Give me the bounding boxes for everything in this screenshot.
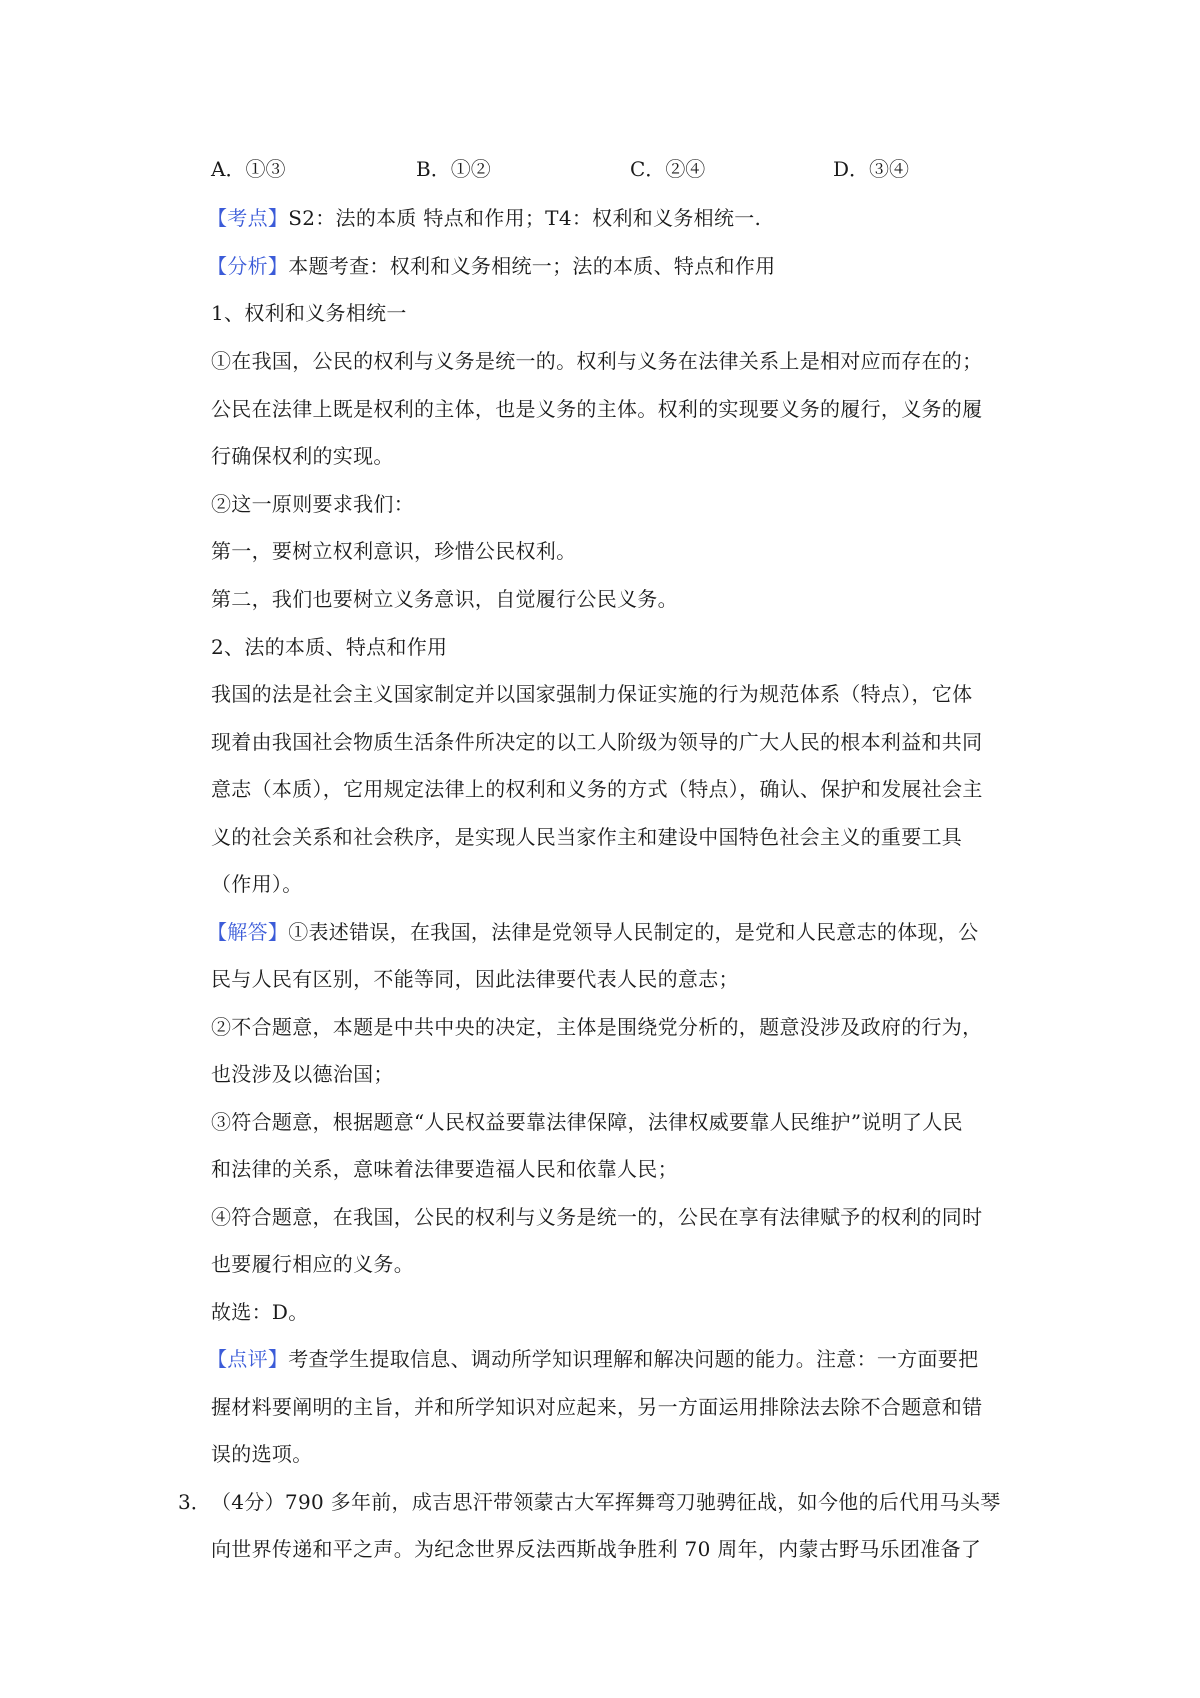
- option-a-text: ①③: [245, 157, 286, 181]
- answer-line: 民与人民有区别，不能等同，因此法律要代表人民的意志；: [211, 967, 739, 991]
- analysis-line: 我国的法是社会主义国家制定并以国家强制力保证实施的行为规范体系（特点），它体: [211, 682, 973, 706]
- dianping-line: [207, 1344, 1027, 1374]
- jieda-text: ①表述错误，在我国，法律是党领导人民制定的，是党和人民意志的体现，公: [288, 920, 979, 944]
- fenxi-text: 本题考查：权利和义务相统一；法的本质、特点和作用: [288, 254, 776, 278]
- analysis-line: 1、权利和义务相统一: [211, 301, 407, 325]
- answer-line: 也要履行相应的义务。: [211, 1252, 414, 1276]
- option-b-letter: B．: [416, 157, 451, 181]
- analysis-line: 第二，我们也要树立义务意识，自觉履行公民义务。: [211, 587, 678, 611]
- analysis-line: 公民在法律上既是权利的主体，也是义务的主体。权利的实现要义务的履行，义务的履: [211, 397, 983, 421]
- answer-line: ③符合题意，根据题意“人民权益要靠法律保障，法律权威要靠人民维护”说明了人民: [211, 1110, 963, 1134]
- analysis-line: 现着由我国社会物质生活条件所决定的以工人阶级为领导的广大人民的根本利益和共同: [211, 730, 983, 754]
- option-d-letter: D．: [833, 157, 870, 181]
- analysis-line: 2、法的本质、特点和作用: [211, 635, 448, 659]
- fenxi-line: [207, 251, 1027, 281]
- kaodian-line: [207, 203, 1027, 233]
- option-c-text: ②④: [665, 157, 706, 181]
- dianping-tag: 【点评】: [207, 1347, 289, 1371]
- kaodian-tag: 【考点】: [207, 206, 289, 230]
- option-b: [416, 154, 491, 184]
- kaodian-text: S2：法的本质 特点和作用；T4：权利和义务相统一.: [288, 206, 762, 230]
- answer-line: 和法律的关系，意味着法律要造福人民和依靠人民；: [211, 1157, 678, 1181]
- question-3-line: （4分）790 多年前，成吉思汗带领蒙古大军挥舞弯刀驰骋征战，如今他的后代用马头琴: [211, 1490, 1001, 1514]
- answer-line: 故选：D。: [211, 1300, 309, 1324]
- option-c: [630, 154, 705, 184]
- analysis-line: 意志（本质），它用规定法律上的权利和义务的方式（特点），确认、保护和发展社会主: [211, 777, 983, 801]
- option-a-letter: A．: [211, 157, 246, 181]
- analysis-line: 第一，要树立权利意识，珍惜公民权利。: [211, 539, 577, 563]
- analysis-line: ①在我国，公民的权利与义务是统一的。权利与义务在法律关系上是相对应而存在的；: [211, 349, 983, 373]
- jieda-tag: 【解答】: [207, 920, 289, 944]
- jieda-line: [207, 917, 1027, 947]
- option-a: [211, 154, 285, 184]
- dianping-text: 考查学生提取信息、调动所学知识理解和解决问题的能力。注意：一方面要把: [288, 1347, 979, 1371]
- analysis-line: 行确保权利的实现。: [211, 444, 394, 468]
- question-3-line: 向世界传递和平之声。为纪念世界反法西斯战争胜利 70 周年，内蒙古野马乐团准备了: [211, 1537, 982, 1561]
- answer-line: 也没涉及以德治国；: [211, 1062, 394, 1086]
- option-c-letter: C．: [630, 157, 666, 181]
- analysis-line: （作用）。: [211, 872, 303, 896]
- comment-line: 握材料要阐明的主旨，并和所学知识对应起来，另一方面运用排除法去除不合题意和错: [211, 1395, 983, 1419]
- option-d-text: ③④: [869, 157, 910, 181]
- option-b-text: ①②: [450, 157, 491, 181]
- question-3-number: 3．: [178, 1490, 211, 1514]
- answer-line: ④符合题意，在我国，公民的权利与义务是统一的，公民在享有法律赋予的权利的同时: [211, 1205, 983, 1229]
- option-d: [833, 154, 909, 184]
- analysis-line: ②这一原则要求我们：: [211, 492, 414, 516]
- answer-line: ②不合题意，本题是中共中央的决定，主体是围绕党分析的，题意没涉及政府的行为，: [211, 1015, 983, 1039]
- comment-line: 误的选项。: [211, 1442, 313, 1466]
- fenxi-tag: 【分析】: [207, 254, 289, 278]
- analysis-line: 义的社会关系和社会秩序，是实现人民当家作主和建设中国特色社会主义的重要工具: [211, 825, 963, 849]
